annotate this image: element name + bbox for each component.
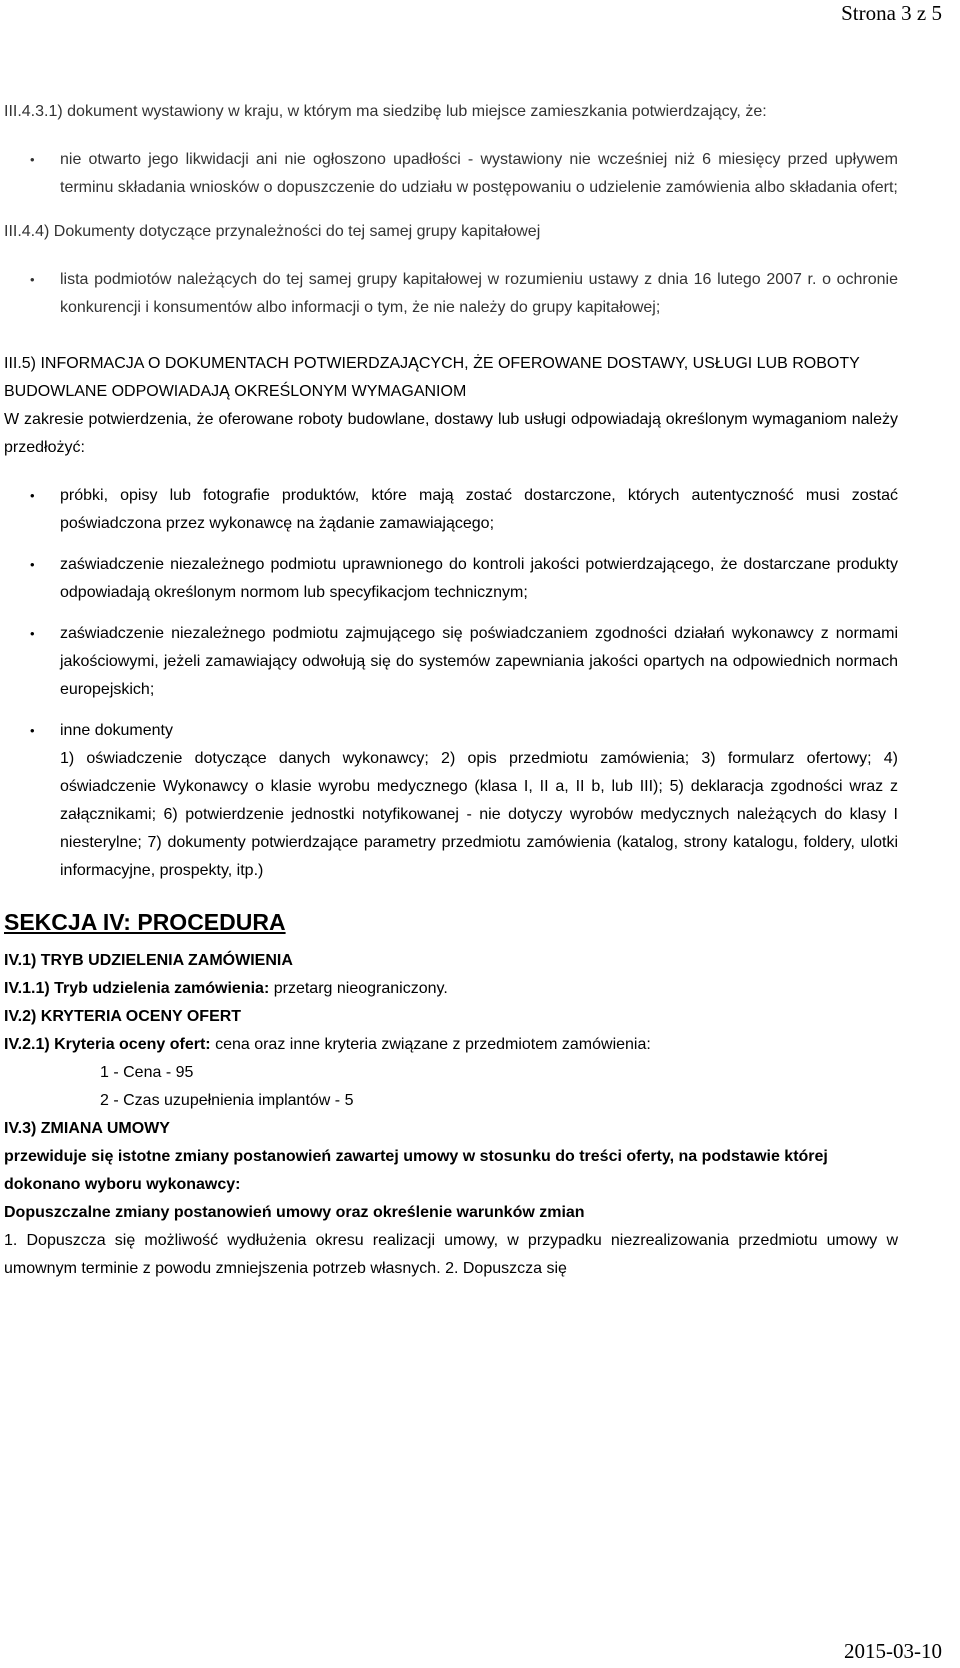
criteria-item: 1 - Cena - 95 [100, 1064, 194, 1081]
list-item: • próbki, opisy lub fotografie produktów, które mają zostać dostarczone, których autentyczność musi zostać poświadczona przez wykonawcę na żądanie zamawiającego; [4, 482, 898, 538]
bullet-list-iii-4-3-1 [4, 146, 898, 202]
section-title-iv: SEKCJA IV: PROCEDURA [4, 909, 286, 935]
allowed-changes-heading: Dopuszczalne zmiany postanowień umowy oraz określenie warunków zmian [4, 1204, 585, 1221]
allowed-changes-text: 1. Dopuszcza się możliwość wydłużenia okresu realizacji umowy, w przypadku niezrealizowania przedmiotu umowy w umownym terminie z powodu zmniejszenia potrzeb własnych. 2. Dopuszcza się [4, 1232, 898, 1277]
criteria-line: IV.2.1) Kryteria oceny ofert: cena oraz inne kryteria związane z przedmiotem zamówienia: [4, 1036, 651, 1053]
section-heading-iii-4-4: III.4.4) Dokumenty dotyczące przynależności do tej samej grupy kapitałowej [4, 223, 541, 240]
section-intro-iii-5: W zakresie potwierdzenia, że oferowane roboty budowlane, dostawy lub usługi odpowiadają określonym wymaganiom należy przedłożyć: [4, 411, 898, 456]
list-item-text: 1) oświadczenie dotyczące danych wykonawcy; 2) opis przedmiotu zamówienia; 3) formularz ofertowy; 4) oświadczenie Wykonawcy o klasie wyrobu medycznego (klasa I, II a, II b, lub III); 5) deklaracja zgodności wraz z załącznikami; 6) potwierdzenie jednostki notyfikowanej - nie dotyczy wyrobów medycznych należących do klasy I niesterylne; 7) dokumenty potwierdzające parametry przedmiotu zamówienia (katalog, strony katalogu, foldery, ulotki informacyjne, prospekty, itp.) [60, 750, 898, 879]
list-item: • zaświadczenie niezależnego podmiotu zajmującego się poświadczaniem zgodności działań wykonawcy z normami jakościowymi, jeżeli zamawiający odwołują się do systemów zapewniania jakości opartych na odpowiednich normach europejskich; [4, 620, 898, 704]
criteria-item: 2 - Czas uzupełnienia implantów - 5 [100, 1092, 354, 1109]
list-item [4, 717, 898, 885]
bullet-list-iii-4-4 [4, 266, 898, 322]
list-item: • zaświadczenie niezależnego podmiotu uprawnionego do kontroli jakości potwierdzającego, że dostarczane produkty odpowiadają określonym normom lub specyfikacjom technicznym; [4, 551, 898, 607]
procedure-type: IV.1.1) Tryb udzielenia zamówienia: przetarg nieograniczony. [4, 980, 448, 997]
list-item: • lista podmiotów należących do tej samej grupy kapitałowej w rozumieniu ustawy z dnia 16 lutego 2007 r. o ochronie konkurencji i konsumentów albo informacji o tym, że nie należy do grupy kapitałowej; [4, 266, 898, 322]
list-item-title: • inne dokumenty [60, 722, 173, 739]
document-date: 2015-03-10 [844, 1639, 942, 1663]
contract-change-heading: IV.3) ZMIANA UMOWY [4, 1120, 170, 1137]
contract-change-statement: przewiduje się istotne zmiany postanowień zawartej umowy w stosunku do treści oferty, na podstawie której dokonano wyboru wykonawcy: [4, 1148, 828, 1193]
bullet-list-iii-5 [4, 482, 898, 885]
document-body [4, 96, 898, 1283]
procedure-heading: IV.1) TRYB UDZIELENIA ZAMÓWIENIA [4, 952, 293, 969]
page-number: Strona 3 z 5 [841, 1, 942, 25]
section-heading-iii-4-3-1: III.4.3.1) dokument wystawiony w kraju, w którym ma siedzibę lub miejsce zamieszkania potwierdzający, że: [4, 103, 767, 120]
list-item: • nie otwarto jego likwidacji ani nie ogłoszono upadłości - wystawiony nie wcześniej niż 6 miesięcy przed upływem terminu składania wniosków o dopuszczenie do udziału w postępowaniu o udzielenie zamówienia albo składania ofert; [4, 146, 898, 202]
section-heading-iii-5: III.5) INFORMACJA O DOKUMENTACH POTWIERDZAJĄCYCH, ŻE OFEROWANE DOSTAWY, USŁUGI LUB ROBOTY BUDOWLANE ODPOWIADAJĄ OKREŚLONYM WYMAGANIOM [4, 355, 860, 400]
criteria-heading: IV.2) KRYTERIA OCENY OFERT [4, 1008, 242, 1025]
